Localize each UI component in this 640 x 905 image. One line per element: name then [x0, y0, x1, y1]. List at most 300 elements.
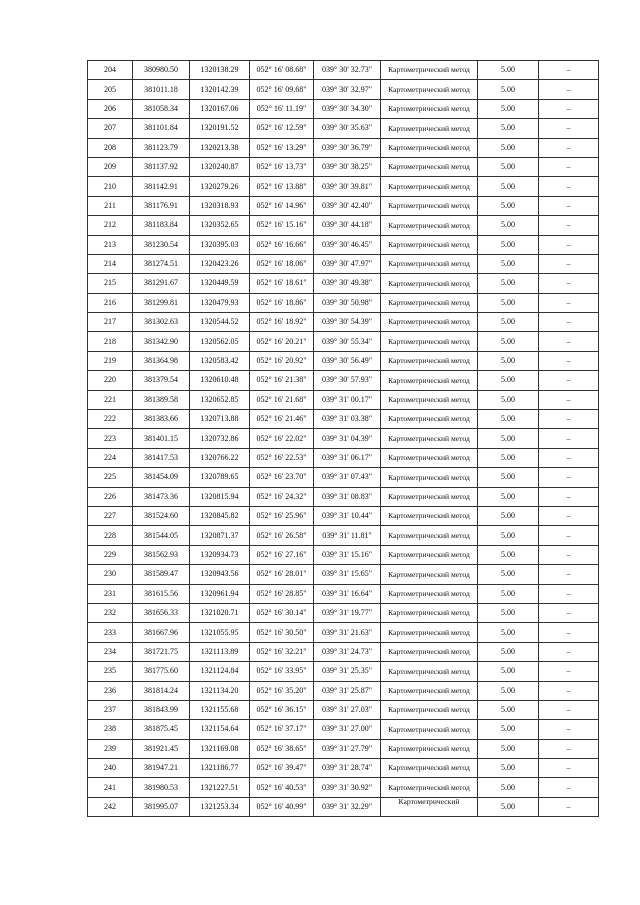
longitude-cell: 039° 30' 35.63" [314, 119, 381, 138]
latitude-cell: 052° 16' 37.17" [250, 720, 314, 739]
latitude-cell: 052° 16' 09.68" [250, 80, 314, 99]
table-row [88, 526, 599, 545]
y-coordinate-cell: 1320583.42 [190, 351, 250, 370]
method-cell: Картометрический метод [381, 526, 478, 545]
accuracy-cell: 5.00 [478, 506, 539, 525]
point-number-cell: 235 [88, 662, 133, 681]
y-coordinate-cell: 1320213.38 [190, 138, 250, 157]
y-coordinate-cell: 1320562.05 [190, 332, 250, 351]
method-cell: Картометрический метод [381, 119, 478, 138]
table-row [88, 487, 599, 506]
accuracy-cell: 5.00 [478, 61, 539, 80]
point-number-cell: 231 [88, 584, 133, 603]
table-row [88, 410, 599, 429]
method-cell: Картометрический метод [381, 429, 478, 448]
accuracy-cell: 5.00 [478, 642, 539, 661]
method-cell: Картометрический метод [381, 61, 478, 80]
point-number-cell: 242 [88, 797, 133, 816]
latitude-cell: 052° 16' 23.70" [250, 468, 314, 487]
note-cell: – [539, 545, 599, 564]
longitude-cell: 039° 30' 38.25" [314, 157, 381, 176]
method-cell: Картометрический метод [381, 235, 478, 254]
latitude-cell: 052° 16' 39.47" [250, 759, 314, 778]
table-row [88, 642, 599, 661]
x-coordinate-cell: 381379.54 [133, 371, 190, 390]
x-coordinate-cell: 381814.24 [133, 681, 190, 700]
longitude-cell: 039° 30' 44.18" [314, 216, 381, 235]
point-number-cell: 225 [88, 468, 133, 487]
latitude-cell: 052° 16' 14.96" [250, 196, 314, 215]
y-coordinate-cell: 1320142.39 [190, 80, 250, 99]
table-row [88, 313, 599, 332]
note-cell: – [539, 565, 599, 584]
longitude-cell: 039° 31' 24.73" [314, 642, 381, 661]
point-number-cell: 226 [88, 487, 133, 506]
y-coordinate-cell: 1321154.64 [190, 720, 250, 739]
point-number-cell: 240 [88, 759, 133, 778]
x-coordinate-cell: 381947.21 [133, 759, 190, 778]
accuracy-cell: 5.00 [478, 681, 539, 700]
y-coordinate-cell: 1320766.22 [190, 448, 250, 467]
accuracy-cell: 5.00 [478, 565, 539, 584]
table-row [88, 468, 599, 487]
x-coordinate-cell: 381230.54 [133, 235, 190, 254]
table-row [88, 80, 599, 99]
longitude-cell: 039° 30' 55.34" [314, 332, 381, 351]
note-cell: – [539, 254, 599, 273]
latitude-cell: 052° 16' 13.73" [250, 157, 314, 176]
table-row [88, 274, 599, 293]
table-row [88, 681, 599, 700]
accuracy-cell: 5.00 [478, 662, 539, 681]
x-coordinate-cell: 381291.67 [133, 274, 190, 293]
note-cell: – [539, 390, 599, 409]
latitude-cell: 052° 16' 40.53" [250, 778, 314, 797]
x-coordinate-cell: 381473.36 [133, 487, 190, 506]
latitude-cell: 052° 16' 20.92" [250, 351, 314, 370]
x-coordinate-cell: 381274.51 [133, 254, 190, 273]
accuracy-cell: 5.00 [478, 351, 539, 370]
longitude-cell: 039° 31' 03.38" [314, 410, 381, 429]
accuracy-cell: 5.00 [478, 468, 539, 487]
latitude-cell: 052° 16' 36.15" [250, 700, 314, 719]
note-cell: – [539, 429, 599, 448]
method-cell: Картометрический метод [381, 157, 478, 176]
point-number-cell: 224 [88, 448, 133, 467]
longitude-cell: 039° 31' 25.35" [314, 662, 381, 681]
table-row [88, 61, 599, 80]
accuracy-cell: 5.00 [478, 119, 539, 138]
latitude-cell: 052° 16' 21.46" [250, 410, 314, 429]
y-coordinate-cell: 1321186.77 [190, 759, 250, 778]
accuracy-cell: 5.00 [478, 332, 539, 351]
latitude-cell: 052° 16' 18.92" [250, 313, 314, 332]
point-number-cell: 209 [88, 157, 133, 176]
x-coordinate-cell: 381401.15 [133, 429, 190, 448]
point-number-cell: 227 [88, 506, 133, 525]
point-number-cell: 234 [88, 642, 133, 661]
longitude-cell: 039° 30' 47.97" [314, 254, 381, 273]
longitude-cell: 039° 31' 07.43" [314, 468, 381, 487]
y-coordinate-cell: 1321155.68 [190, 700, 250, 719]
table-row [88, 739, 599, 758]
longitude-cell: 039° 30' 32.73" [314, 61, 381, 80]
latitude-cell: 052° 16' 28.85" [250, 584, 314, 603]
method-cell: Картометрический метод [381, 487, 478, 506]
x-coordinate-cell: 381123.79 [133, 138, 190, 157]
note-cell: – [539, 662, 599, 681]
longitude-cell: 039° 31' 11.81" [314, 526, 381, 545]
y-coordinate-cell: 1321253.34 [190, 797, 250, 816]
method-cell: Картометрический метод [381, 759, 478, 778]
x-coordinate-cell: 381101.84 [133, 119, 190, 138]
point-number-cell: 229 [88, 545, 133, 564]
latitude-cell: 052° 16' 18.06" [250, 254, 314, 273]
accuracy-cell: 5.00 [478, 216, 539, 235]
note-cell: – [539, 681, 599, 700]
method-cell: Картометрический метод [381, 138, 478, 157]
method-cell: Картометрический метод [381, 603, 478, 622]
accuracy-cell: 5.00 [478, 138, 539, 157]
note-cell: – [539, 371, 599, 390]
y-coordinate-cell: 1320943.56 [190, 565, 250, 584]
table-row [88, 216, 599, 235]
point-number-cell: 233 [88, 623, 133, 642]
table-row [88, 429, 599, 448]
x-coordinate-cell: 381980.53 [133, 778, 190, 797]
y-coordinate-cell: 1320610.48 [190, 371, 250, 390]
y-coordinate-cell: 1320652.85 [190, 390, 250, 409]
table-row [88, 565, 599, 584]
y-coordinate-cell: 1320138.29 [190, 61, 250, 80]
point-number-cell: 241 [88, 778, 133, 797]
method-cell: Картометрический метод [381, 662, 478, 681]
point-number-cell: 216 [88, 293, 133, 312]
longitude-cell: 039° 30' 46.45" [314, 235, 381, 254]
longitude-cell: 039° 31' 30.92" [314, 778, 381, 797]
accuracy-cell: 5.00 [478, 526, 539, 545]
point-number-cell: 204 [88, 61, 133, 80]
point-number-cell: 238 [88, 720, 133, 739]
latitude-cell: 052° 16' 22.02" [250, 429, 314, 448]
x-coordinate-cell: 381524.60 [133, 506, 190, 525]
x-coordinate-cell: 381364.98 [133, 351, 190, 370]
latitude-cell: 052° 16' 26.58" [250, 526, 314, 545]
table-row [88, 603, 599, 622]
y-coordinate-cell: 1320479.93 [190, 293, 250, 312]
table-row [88, 196, 599, 215]
x-coordinate-cell: 381058.34 [133, 99, 190, 118]
note-cell: – [539, 177, 599, 196]
method-cell: Картометрический метод [381, 565, 478, 584]
note-cell: – [539, 603, 599, 622]
method-cell: Картометрический метод [381, 80, 478, 99]
y-coordinate-cell: 1321134.20 [190, 681, 250, 700]
accuracy-cell: 5.00 [478, 254, 539, 273]
y-coordinate-cell: 1320449.59 [190, 274, 250, 293]
x-coordinate-cell: 381142.91 [133, 177, 190, 196]
accuracy-cell: 5.00 [478, 293, 539, 312]
longitude-cell: 039° 30' 57.93" [314, 371, 381, 390]
accuracy-cell: 5.00 [478, 235, 539, 254]
y-coordinate-cell: 1320732.86 [190, 429, 250, 448]
note-cell: – [539, 739, 599, 758]
longitude-cell: 039° 31' 19.77" [314, 603, 381, 622]
accuracy-cell: 5.00 [478, 80, 539, 99]
method-cell: Картометрический метод [381, 274, 478, 293]
table-row [88, 371, 599, 390]
longitude-cell: 039° 30' 36.79" [314, 138, 381, 157]
table-row [88, 545, 599, 564]
x-coordinate-cell: 381656.33 [133, 603, 190, 622]
latitude-cell: 052° 16' 12.59" [250, 119, 314, 138]
x-coordinate-cell: 381389.58 [133, 390, 190, 409]
note-cell: – [539, 313, 599, 332]
table-row [88, 700, 599, 719]
accuracy-cell: 5.00 [478, 196, 539, 215]
longitude-cell: 039° 31' 04.39" [314, 429, 381, 448]
y-coordinate-cell: 1321020.71 [190, 603, 250, 622]
method-cell: Картометрический метод [381, 720, 478, 739]
x-coordinate-cell: 381721.75 [133, 642, 190, 661]
note-cell: – [539, 61, 599, 80]
method-cell: Картометрический метод [381, 700, 478, 719]
latitude-cell: 052° 16' 25.96" [250, 506, 314, 525]
latitude-cell: 052° 16' 18.61" [250, 274, 314, 293]
x-coordinate-cell: 381454.09 [133, 468, 190, 487]
y-coordinate-cell: 1320191.52 [190, 119, 250, 138]
x-coordinate-cell: 381544.05 [133, 526, 190, 545]
note-cell: – [539, 235, 599, 254]
point-number-cell: 205 [88, 80, 133, 99]
note-cell: – [539, 584, 599, 603]
latitude-cell: 052° 16' 40.99" [250, 797, 314, 816]
method-cell: Картометрический метод [381, 545, 478, 564]
longitude-cell: 039° 31' 15.16" [314, 545, 381, 564]
point-number-cell: 217 [88, 313, 133, 332]
method-cell: Картометрический метод [381, 584, 478, 603]
y-coordinate-cell: 1321113.89 [190, 642, 250, 661]
method-cell: Картометрический метод [381, 99, 478, 118]
table-row [88, 254, 599, 273]
accuracy-cell: 5.00 [478, 603, 539, 622]
accuracy-cell: 5.00 [478, 313, 539, 332]
x-coordinate-cell: 381417.53 [133, 448, 190, 467]
table-row [88, 157, 599, 176]
longitude-cell: 039° 31' 06.17" [314, 448, 381, 467]
note-cell: – [539, 351, 599, 370]
point-number-cell: 206 [88, 99, 133, 118]
method-cell: Картометрический метод [381, 778, 478, 797]
accuracy-cell: 5.00 [478, 797, 539, 816]
latitude-cell: 052° 16' 33.95" [250, 662, 314, 681]
x-coordinate-cell: 381875.45 [133, 720, 190, 739]
accuracy-cell: 5.00 [478, 739, 539, 758]
accuracy-cell: 5.00 [478, 371, 539, 390]
method-cell: Картометрический метод [381, 351, 478, 370]
note-cell: – [539, 468, 599, 487]
method-cell: Картометрический метод [381, 410, 478, 429]
longitude-cell: 039° 30' 42.40" [314, 196, 381, 215]
point-number-cell: 239 [88, 739, 133, 758]
point-number-cell: 230 [88, 565, 133, 584]
note-cell: – [539, 700, 599, 719]
note-cell: – [539, 410, 599, 429]
y-coordinate-cell: 1320871.37 [190, 526, 250, 545]
latitude-cell: 052° 16' 30.50" [250, 623, 314, 642]
longitude-cell: 039° 31' 21.63" [314, 623, 381, 642]
accuracy-cell: 5.00 [478, 584, 539, 603]
table-row [88, 235, 599, 254]
y-coordinate-cell: 1321124.84 [190, 662, 250, 681]
longitude-cell: 039° 30' 50.98" [314, 293, 381, 312]
latitude-cell: 052° 16' 16.66" [250, 235, 314, 254]
method-cell: Картометрический метод [381, 739, 478, 758]
method-cell: Картометрический метод [381, 371, 478, 390]
latitude-cell: 052° 16' 24.32" [250, 487, 314, 506]
method-cell: Картометрический метод [381, 642, 478, 661]
method-cell: Картометрический метод [381, 623, 478, 642]
latitude-cell: 052° 16' 08.68" [250, 61, 314, 80]
table-row [88, 448, 599, 467]
x-coordinate-cell: 381843.99 [133, 700, 190, 719]
note-cell: – [539, 293, 599, 312]
table-row [88, 390, 599, 409]
longitude-cell: 039° 31' 27.03" [314, 700, 381, 719]
accuracy-cell: 5.00 [478, 623, 539, 642]
accuracy-cell: 5.00 [478, 274, 539, 293]
point-number-cell: 221 [88, 390, 133, 409]
point-number-cell: 220 [88, 371, 133, 390]
accuracy-cell: 5.00 [478, 759, 539, 778]
latitude-cell: 052° 16' 21.68" [250, 390, 314, 409]
x-coordinate-cell: 381011.18 [133, 80, 190, 99]
point-number-cell: 232 [88, 603, 133, 622]
y-coordinate-cell: 1320352.65 [190, 216, 250, 235]
x-coordinate-cell: 381183.84 [133, 216, 190, 235]
accuracy-cell: 5.00 [478, 177, 539, 196]
note-cell: – [539, 80, 599, 99]
latitude-cell: 052° 16' 35.20" [250, 681, 314, 700]
method-cell: Картометрический метод [381, 332, 478, 351]
note-cell: – [539, 623, 599, 642]
y-coordinate-cell: 1320240.87 [190, 157, 250, 176]
note-cell: – [539, 216, 599, 235]
note-cell: – [539, 332, 599, 351]
table-row [88, 662, 599, 681]
table-row [88, 99, 599, 118]
x-coordinate-cell: 381302.63 [133, 313, 190, 332]
longitude-cell: 039° 31' 32.29" [314, 797, 381, 816]
longitude-cell: 039° 31' 00.17" [314, 390, 381, 409]
accuracy-cell: 5.00 [478, 720, 539, 739]
y-coordinate-cell: 1320423.26 [190, 254, 250, 273]
method-cell: Картометрический метод [381, 313, 478, 332]
table-row [88, 138, 599, 157]
y-coordinate-cell: 1321227.51 [190, 778, 250, 797]
table-row [88, 332, 599, 351]
y-coordinate-cell: 1320713.88 [190, 410, 250, 429]
latitude-cell: 052° 16' 15.16" [250, 216, 314, 235]
method-cell: Картометрический метод [381, 177, 478, 196]
y-coordinate-cell: 1320318.93 [190, 196, 250, 215]
table-row [88, 797, 599, 816]
table-row [88, 293, 599, 312]
x-coordinate-cell: 381615.56 [133, 584, 190, 603]
x-coordinate-cell: 381775.60 [133, 662, 190, 681]
x-coordinate-cell: 380980.50 [133, 61, 190, 80]
note-cell: – [539, 506, 599, 525]
y-coordinate-cell: 1320279.26 [190, 177, 250, 196]
y-coordinate-cell: 1320845.82 [190, 506, 250, 525]
point-number-cell: 219 [88, 351, 133, 370]
table-row [88, 351, 599, 370]
accuracy-cell: 5.00 [478, 448, 539, 467]
longitude-cell: 039° 31' 25.87" [314, 681, 381, 700]
note-cell: – [539, 526, 599, 545]
note-cell: – [539, 138, 599, 157]
longitude-cell: 039° 31' 10.44" [314, 506, 381, 525]
longitude-cell: 039° 31' 16.64" [314, 584, 381, 603]
latitude-cell: 052° 16' 32.21" [250, 642, 314, 661]
coordinates-table [87, 60, 599, 817]
latitude-cell: 052° 16' 11.19" [250, 99, 314, 118]
note-cell: – [539, 99, 599, 118]
method-cell: Картометрический метод [381, 506, 478, 525]
point-number-cell: 228 [88, 526, 133, 545]
latitude-cell: 052° 16' 30.14" [250, 603, 314, 622]
point-number-cell: 223 [88, 429, 133, 448]
table-row [88, 177, 599, 196]
y-coordinate-cell: 1320544.52 [190, 313, 250, 332]
note-cell: – [539, 119, 599, 138]
method-cell: Картометрический метод [381, 254, 478, 273]
note-cell: – [539, 759, 599, 778]
note-cell: – [539, 448, 599, 467]
point-number-cell: 215 [88, 274, 133, 293]
longitude-cell: 039° 30' 56.49" [314, 351, 381, 370]
note-cell: – [539, 642, 599, 661]
accuracy-cell: 5.00 [478, 545, 539, 564]
x-coordinate-cell: 381137.92 [133, 157, 190, 176]
point-number-cell: 208 [88, 138, 133, 157]
note-cell: – [539, 720, 599, 739]
latitude-cell: 052° 16' 13.29" [250, 138, 314, 157]
accuracy-cell: 5.00 [478, 410, 539, 429]
x-coordinate-cell: 381562.93 [133, 545, 190, 564]
longitude-cell: 039° 31' 27.00" [314, 720, 381, 739]
table-body [88, 61, 599, 817]
longitude-cell: 039° 30' 49.38" [314, 274, 381, 293]
point-number-cell: 236 [88, 681, 133, 700]
longitude-cell: 039° 31' 15.65" [314, 565, 381, 584]
point-number-cell: 212 [88, 216, 133, 235]
x-coordinate-cell: 381299.81 [133, 293, 190, 312]
table-row [88, 623, 599, 642]
x-coordinate-cell: 381667.96 [133, 623, 190, 642]
table-row [88, 759, 599, 778]
table-row [88, 506, 599, 525]
x-coordinate-cell: 381342.90 [133, 332, 190, 351]
longitude-cell: 039° 30' 39.81" [314, 177, 381, 196]
note-cell: – [539, 797, 599, 816]
method-cell: Картометрический метод [381, 216, 478, 235]
y-coordinate-cell: 1320815.94 [190, 487, 250, 506]
y-coordinate-cell: 1320961.94 [190, 584, 250, 603]
table-row [88, 584, 599, 603]
latitude-cell: 052° 16' 21.38" [250, 371, 314, 390]
method-cell: Картометрический метод [381, 293, 478, 312]
